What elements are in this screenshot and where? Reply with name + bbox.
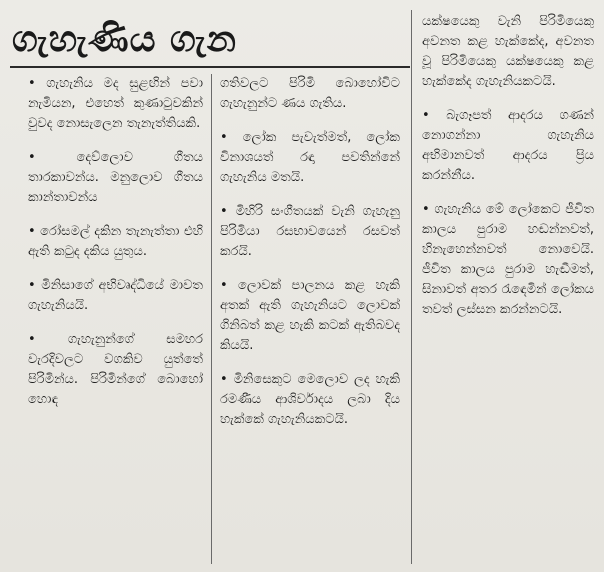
column-1-paragraph-1: • ගැහැනිය මද සුළඟින් පවා නැමියන, එහෙත් කුණාටුවකින් වුවද නොසැලෙන තැනැත්තියකි. xyxy=(28,76,203,131)
column-1-paragraph-4: • මිනිසාගේ අභිවෘද්ධියේ මාවත ගැහැනියයි. xyxy=(28,278,203,313)
column-2 xyxy=(220,74,400,564)
column-2-paragraph-1: ගතිවලට පිරිමි බොහෝවිට ගැහැනුන්ට ණය ගැතිය. xyxy=(220,76,400,111)
column-1-paragraph-5: • ගැහැනුන්ගේ සමහර වැරදිවලට වගකිව යුත්තේ පිරිමින්ය. පිරිමින්ගේ බොහෝ හොඳ xyxy=(28,332,203,407)
column-1-paragraph-3: • රෝසමල් දකින තැනැත්තා එහි ඇති කටුද දකිය යුතුය. xyxy=(28,224,203,259)
column-3-paragraph-1: යක්ෂයෙකු වැනි පිරිමියෙකු අවනත කළ හැක්කේද, අවනත වූ පිරිමියෙකු යක්ෂයෙකු කළ හැක්කේද ගැහැනියකටයි. xyxy=(422,14,594,89)
article-headline: ගැහැණිය ගැන xyxy=(12,19,238,60)
column-1 xyxy=(28,74,203,564)
column-2-paragraph-3: • මිහිරි සංගීතයක් වැනි ගැහැනු පිරිමියා රසභාවයෙන් රසවත් කරයි. xyxy=(220,204,400,259)
column-2-paragraph-4: • ලොවක් පාලනය කළ හැකි අතක් ඇති ගැහැනියට ලොවක් ගිනිබත් කළ හැකි කටක් ඇතිබවද කියයි. xyxy=(220,278,400,353)
column-3-paragraph-3: • ගැහැනිය මේ ලෝකෙට ජීවිත කාලය පුරාම හඬන්නවත්, හිනැහෙන්නවත් නොවෙයි. ජීවිත කාලය පුරාම හැඬීමත්, සිනාවත් අතර රැඳෙමින් ලෝකය තවත් ලස්සන කරන්නටයි. xyxy=(422,202,594,317)
column-3-paragraph-2: • බැගෑපත් ආදරය ගණන් නොගන්නා ගැහැනිය අභිමානවත් ආදරය ප්‍රිය කරන්නීය. xyxy=(422,108,594,183)
column-2-paragraph-2: • ලෝක පැවැත්මත්, ලෝක විනාශයත් රඳා පවතින්නේ ගැහැනිය මතයි. xyxy=(220,130,400,185)
column-3 xyxy=(422,12,594,564)
column-2-paragraph-5: • මිනිසෙකුට මෙලොව ලද හැකි රමණීය ආශිර්වාදය ලබා දිය හැක්කේ ගැහැනියකටයි. xyxy=(220,372,400,427)
column-divider-2 xyxy=(411,10,412,564)
column-divider-1 xyxy=(211,74,212,564)
headline-rule xyxy=(10,66,410,68)
column-1-paragraph-2: • දෙව්ලොව ගීතය තාරකාවන්ය. මනුලොව ගීතය කාන්තාවන්ය xyxy=(28,150,203,205)
